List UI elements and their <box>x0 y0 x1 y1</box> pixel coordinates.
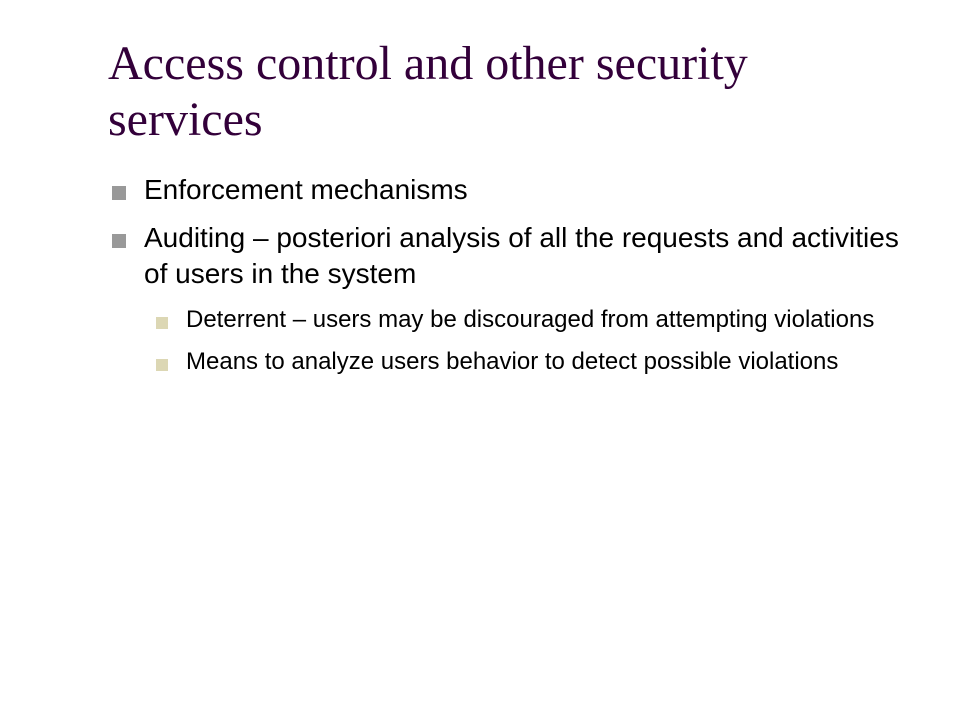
square-bullet-icon <box>156 359 168 371</box>
square-bullet-icon <box>112 234 126 248</box>
sub-bullet-item <box>108 346 908 378</box>
sub-bullet-item <box>108 304 908 336</box>
bullet-list <box>108 172 908 388</box>
bullet-text: Enforcement mechanisms <box>144 174 468 205</box>
bullet-item <box>108 220 908 292</box>
square-bullet-icon <box>156 317 168 329</box>
slide-title: Access control and other security services <box>108 37 748 146</box>
sub-bullet-text: Means to analyze users behavior to detect possible violations <box>186 348 839 375</box>
sub-bullet-text: Deterrent – users may be discouraged from attempting violations <box>186 306 875 333</box>
square-bullet-icon <box>112 186 126 200</box>
bullet-item <box>108 172 908 208</box>
bullet-text: Auditing – posteriori analysis of all the requests and activities of users in the system <box>144 222 899 289</box>
